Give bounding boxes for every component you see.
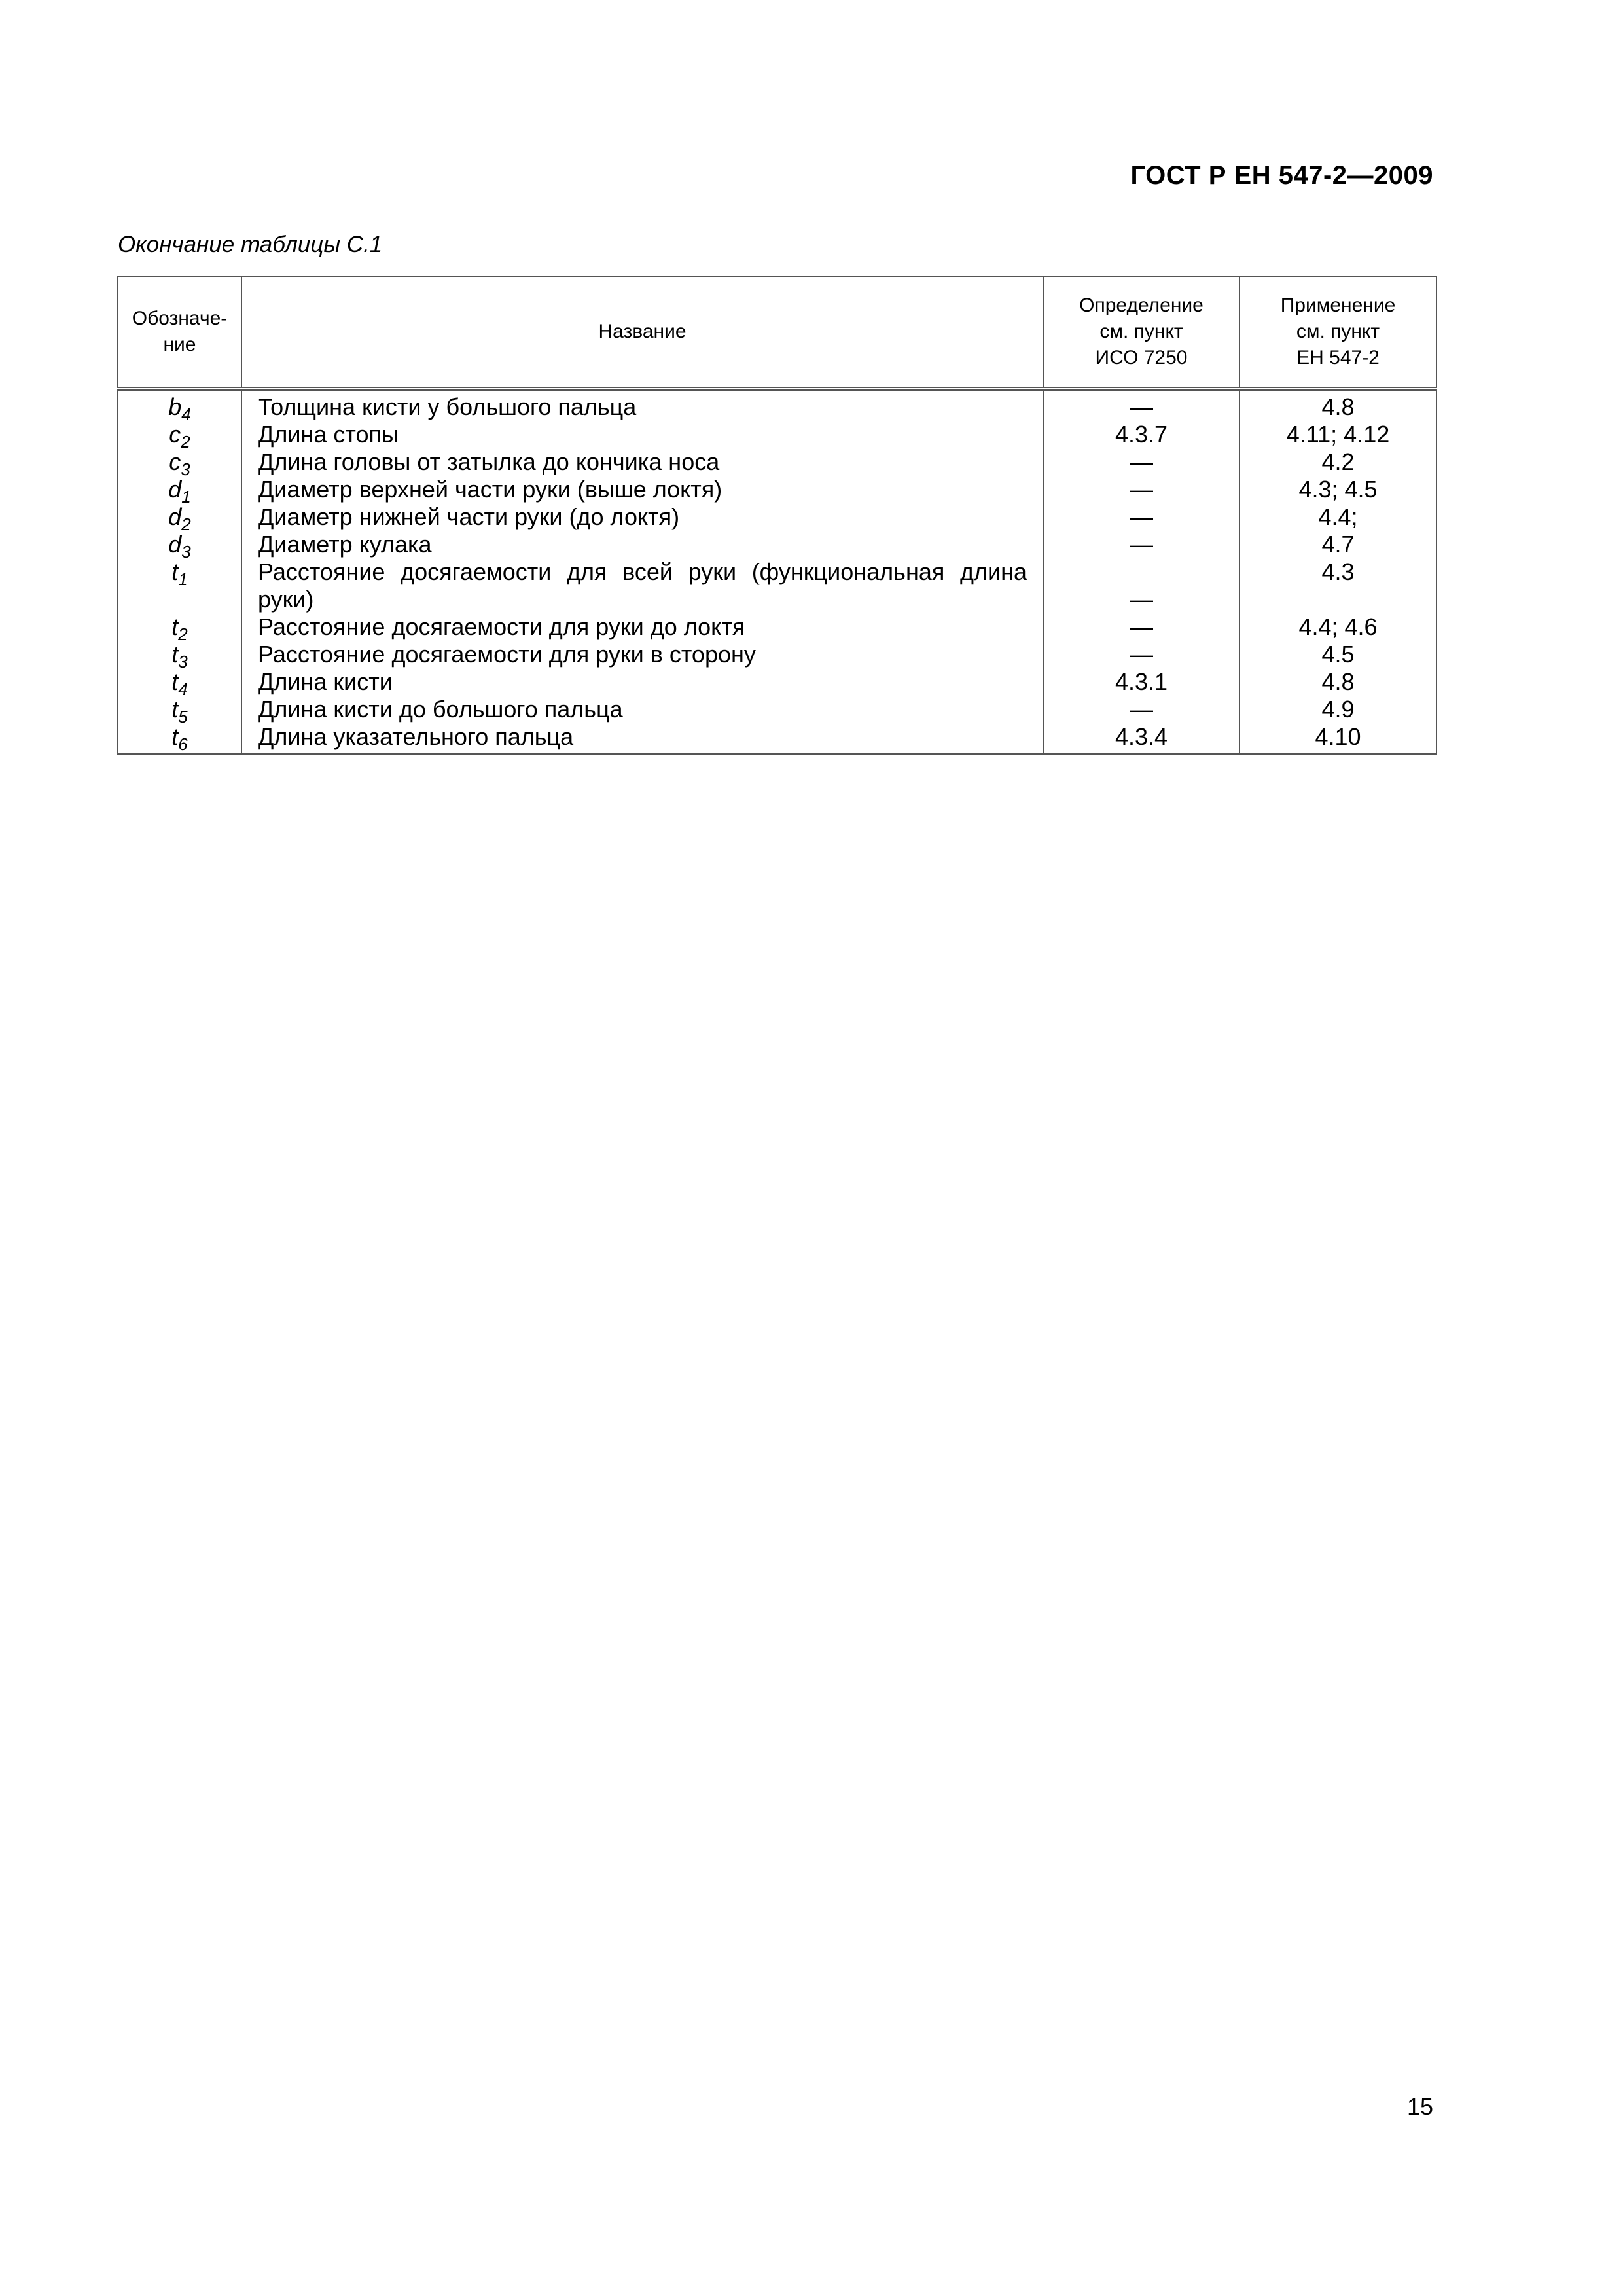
symbol-letter: c bbox=[169, 421, 181, 448]
application-cell: 4.3; 4.5 bbox=[1240, 476, 1436, 503]
header-name bbox=[241, 276, 1043, 389]
symbol-subscript: 3 bbox=[181, 459, 190, 479]
definition-cell: — bbox=[1043, 696, 1240, 723]
header-designation bbox=[118, 276, 241, 389]
name-cell: Диаметр кулака bbox=[241, 531, 1043, 558]
designation-cell bbox=[118, 389, 241, 424]
symbol-subscript: 1 bbox=[178, 569, 188, 589]
symbol-letter: c bbox=[169, 448, 181, 475]
application-cell: 4.8 bbox=[1240, 668, 1436, 696]
symbol-subscript: 4 bbox=[178, 679, 188, 699]
designation-cell bbox=[118, 531, 241, 562]
designations-table-container bbox=[117, 276, 1436, 755]
name-cell: Длина кисти до большого пальца bbox=[241, 696, 1043, 723]
name-cell: Толщина кисти у большого пальца bbox=[241, 389, 1043, 421]
application-cell: 4.11; 4.12 bbox=[1240, 421, 1436, 448]
definition-cell: — bbox=[1043, 476, 1240, 503]
symbol-letter: t bbox=[171, 641, 179, 668]
definition-cell: — bbox=[1043, 448, 1240, 476]
application-cell: 4.7 bbox=[1240, 531, 1436, 558]
definition-cell: — bbox=[1043, 531, 1240, 558]
name-cell: Диаметр нижней части руки (до локтя) bbox=[241, 503, 1043, 531]
page-number: 15 bbox=[1406, 2093, 1433, 2120]
symbol-letter: t bbox=[171, 613, 179, 640]
header-line: Определение bbox=[1079, 295, 1204, 316]
symbol-subscript: 2 bbox=[181, 432, 190, 452]
document-code: ГОСТ Р ЕН 547-2—2009 bbox=[1130, 161, 1433, 190]
application-cell: 4.2 bbox=[1240, 448, 1436, 476]
definition-cell: — bbox=[1043, 613, 1240, 641]
application-cell: 4.4; 4.6 bbox=[1240, 613, 1436, 641]
application-cell: 4.3 bbox=[1240, 558, 1436, 613]
header-line: см. пункт bbox=[1099, 321, 1183, 342]
definition-cell: — bbox=[1043, 558, 1240, 613]
table-row bbox=[118, 531, 1436, 558]
symbol-subscript: 5 bbox=[178, 707, 188, 726]
header-line: ИСО 7250 bbox=[1095, 347, 1188, 368]
symbol-subscript: 1 bbox=[181, 487, 191, 507]
symbol-subscript: 6 bbox=[178, 734, 188, 754]
definition-cell: 4.3.4 bbox=[1043, 723, 1240, 754]
header-line: см. пункт bbox=[1296, 321, 1380, 342]
application-cell: 4.9 bbox=[1240, 696, 1436, 723]
table-caption: Окончание таблицы С.1 bbox=[118, 232, 383, 257]
header-definition bbox=[1043, 276, 1240, 389]
name-cell: Расстояние досягаемости для руки до локтя bbox=[241, 613, 1043, 641]
header-line: Применение bbox=[1280, 295, 1396, 316]
application-cell: 4.8 bbox=[1240, 389, 1436, 421]
designation-cell bbox=[118, 613, 241, 644]
header-application bbox=[1240, 276, 1436, 389]
table-row bbox=[118, 558, 1436, 613]
designation-cell bbox=[118, 448, 241, 479]
definition-cell: 4.3.1 bbox=[1043, 668, 1240, 696]
designation-cell bbox=[118, 668, 241, 699]
designation-cell bbox=[118, 723, 241, 754]
designation-cell bbox=[118, 558, 241, 613]
designation-cell bbox=[118, 503, 241, 534]
header-line: ЕН 547-2 bbox=[1296, 347, 1380, 368]
name-cell: Длина головы от затылка до кончика носа bbox=[241, 448, 1043, 476]
symbol-subscript: 2 bbox=[178, 624, 188, 644]
table-row bbox=[118, 696, 1436, 723]
table-row bbox=[118, 448, 1436, 476]
definition-cell: 4.3.7 bbox=[1043, 421, 1240, 448]
table-header-row bbox=[118, 276, 1436, 389]
designation-cell bbox=[118, 641, 241, 672]
symbol-letter: t bbox=[171, 723, 179, 750]
symbol-subscript: 2 bbox=[181, 514, 191, 534]
name-cell: Длина стопы bbox=[241, 421, 1043, 448]
header-line: ние bbox=[163, 334, 196, 355]
symbol-letter: t bbox=[171, 668, 179, 695]
symbol-subscript: 3 bbox=[181, 542, 191, 562]
header-line: Название bbox=[598, 321, 687, 342]
symbol-letter: d bbox=[168, 476, 182, 503]
definition-cell: — bbox=[1043, 503, 1240, 531]
symbol-letter: d bbox=[168, 531, 182, 558]
table-row bbox=[118, 668, 1436, 696]
designation-cell bbox=[118, 696, 241, 726]
symbol-letter: b bbox=[168, 393, 182, 420]
application-cell: 4.10 bbox=[1240, 723, 1436, 754]
name-cell: Расстояние досягаемости для руки в сторону bbox=[241, 641, 1043, 668]
symbol-subscript: 4 bbox=[181, 404, 191, 424]
application-cell: 4.5 bbox=[1240, 641, 1436, 668]
definition-cell: — bbox=[1043, 641, 1240, 668]
table-row bbox=[118, 421, 1436, 448]
symbol-letter: d bbox=[168, 503, 182, 530]
designations-table bbox=[117, 276, 1437, 755]
symbol-letter: t bbox=[171, 696, 179, 723]
table-row bbox=[118, 476, 1436, 503]
table-row bbox=[118, 613, 1436, 641]
table-row bbox=[118, 503, 1436, 531]
definition-cell: — bbox=[1043, 389, 1240, 421]
name-cell: Длина указательного пальца bbox=[241, 723, 1043, 754]
name-cell: Длина кисти bbox=[241, 668, 1043, 696]
designation-cell bbox=[118, 421, 241, 452]
table-row bbox=[118, 641, 1436, 668]
table-row bbox=[118, 389, 1436, 421]
symbol-subscript: 3 bbox=[178, 652, 188, 672]
header-line: Обозначе- bbox=[132, 308, 228, 329]
name-cell: Диаметр верхней части руки (выше локтя) bbox=[241, 476, 1043, 503]
name-cell: Расстояние досягаемости для всей руки (функциональная длина руки) bbox=[241, 558, 1043, 613]
designation-cell bbox=[118, 476, 241, 507]
application-cell: 4.4; bbox=[1240, 503, 1436, 531]
symbol-letter: t bbox=[171, 558, 179, 585]
table-row bbox=[118, 723, 1436, 754]
